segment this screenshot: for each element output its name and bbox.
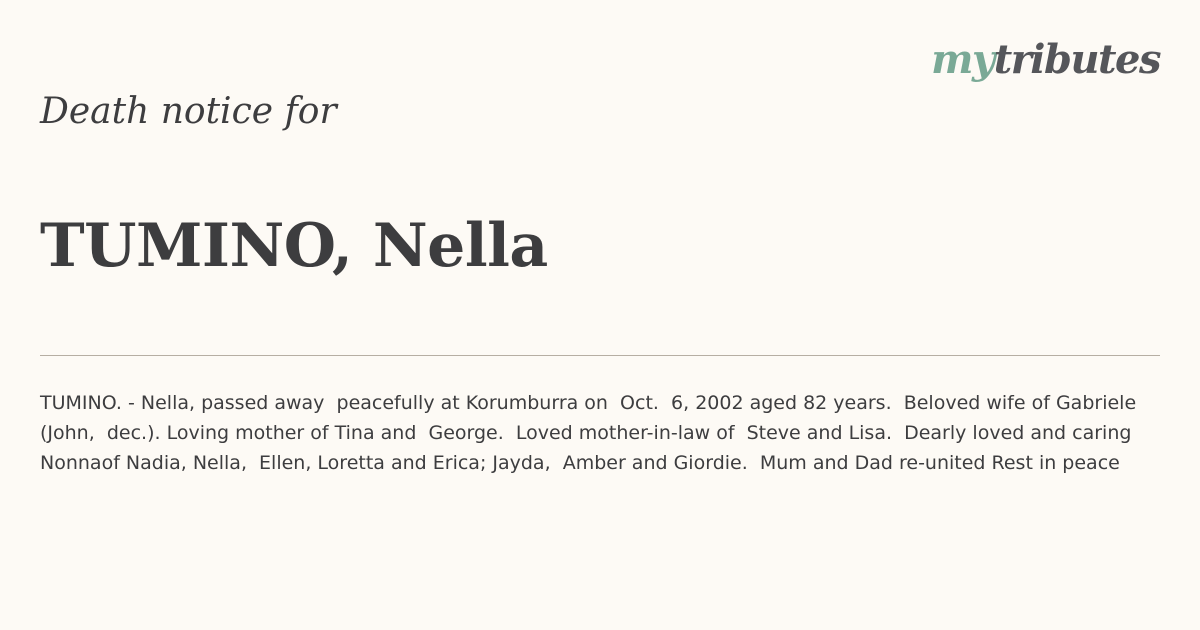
notice-text: TUMINO. - Nella, passed away peacefully at Korumburra on Oct. 6, 2002 aged 82 years. Beloved wife of Gabriele (John, dec.). Loving mother of Tina and George. Loved mother-in-law of Steve and Lisa. Dearly loved and caring Nonnaof Nadia, Nella, Ellen, Loretta and Erica; Jayda, Amber and Giordie. Mum and Dad re-united Rest in peace [40,392,1143,474]
deceased-name: TUMINO, Nella [40,211,548,281]
logo-suffix: tributes [993,36,1160,83]
death-notice-heading: Death notice for [40,91,337,132]
logo-prefix: my [931,36,994,83]
divider [40,355,1160,356]
mytributes-logo[interactable] [931,32,1160,88]
